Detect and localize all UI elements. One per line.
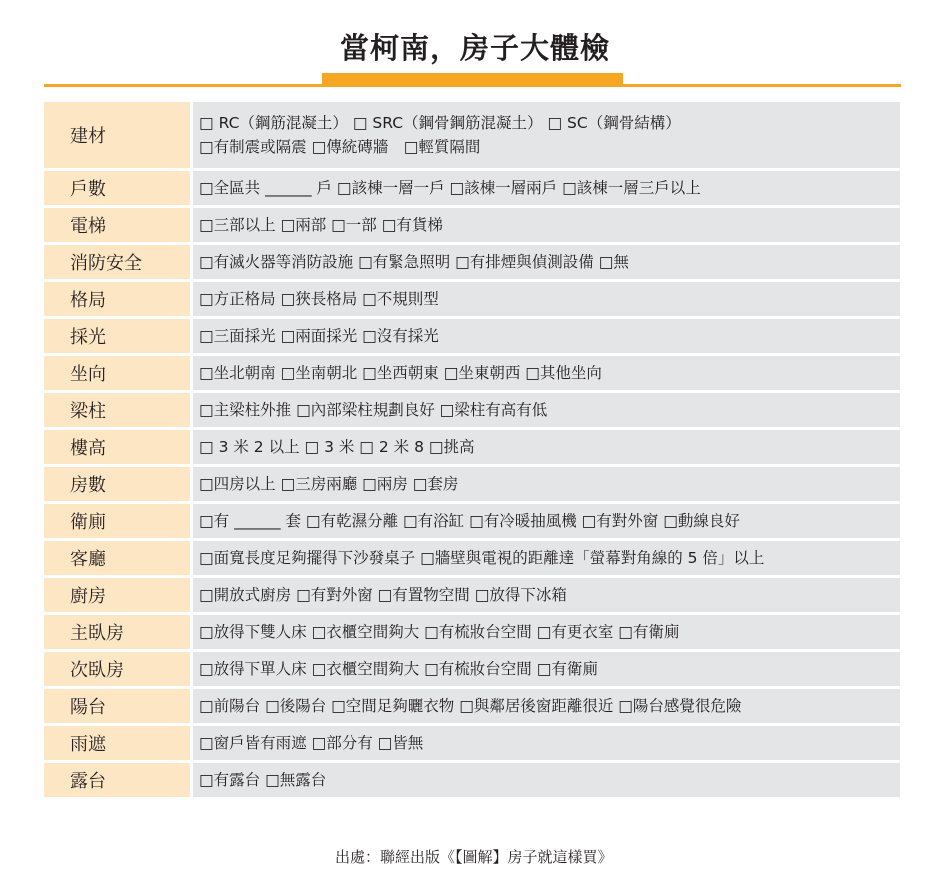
option-line: □放得下單人床 □衣櫃空間夠大 □有梳妝台空間 □有衛廁	[199, 660, 598, 678]
option-line: □主梁柱外推 □內部梁柱規劃良好 □梁柱有高有低	[199, 401, 548, 419]
row-label: 雨遮	[44, 726, 190, 760]
row-label: 電梯	[44, 208, 190, 242]
row-label: 格局	[44, 282, 190, 316]
row-label: 露台	[44, 763, 190, 797]
row-options	[193, 393, 900, 427]
option-line: □有露台 □無露台	[199, 771, 327, 789]
option-line: □面寬長度足夠擺得下沙發桌子 □牆壁與電視的距離達「螢幕對角線的 5 倍」以上	[199, 549, 765, 567]
row-label: 次臥房	[44, 652, 190, 686]
row-label: 廚房	[44, 578, 190, 612]
row-options	[193, 356, 900, 390]
checklist-table	[44, 102, 900, 800]
table-row	[44, 393, 900, 427]
option-line: □三部以上 □兩部 □一部 □有貨梯	[199, 216, 443, 234]
row-label: 客廳	[44, 541, 190, 575]
row-label: 主臥房	[44, 615, 190, 649]
table-row	[44, 763, 900, 797]
row-options	[193, 430, 900, 464]
table-row	[44, 615, 900, 649]
option-line: □方正格局 □狹長格局 □不規則型	[199, 290, 439, 308]
option-line: □放得下雙人床 □衣櫃空間夠大 □有梳妝台空間 □有更衣室 □有衛廁	[199, 623, 680, 641]
table-row	[44, 541, 900, 575]
row-options	[193, 726, 900, 760]
table-row	[44, 356, 900, 390]
row-options	[193, 245, 900, 279]
row-options	[193, 208, 900, 242]
option-line: □ RC（鋼筋混凝土） □ SRC（鋼骨鋼筋混凝土） □ SC（鋼骨結構）	[199, 114, 681, 132]
table-row	[44, 208, 900, 242]
row-label: 梁柱	[44, 393, 190, 427]
row-options	[193, 467, 900, 501]
option-line: □三面採光 □兩面採光 □沒有採光	[199, 327, 439, 345]
table-row	[44, 504, 900, 538]
row-label: 戶數	[44, 171, 190, 205]
row-options	[193, 652, 900, 686]
option-line: □窗戶皆有雨遮 □部分有 □皆無	[199, 734, 424, 752]
option-line: □四房以上 □三房兩廳 □兩房 □套房	[199, 475, 459, 493]
row-options	[193, 541, 900, 575]
table-row	[44, 245, 900, 279]
table-row	[44, 319, 900, 353]
table-row	[44, 467, 900, 501]
option-line: □有滅火器等消防設施 □有緊急照明 □有排煙與偵測設備 □無	[199, 253, 629, 271]
table-row	[44, 578, 900, 612]
row-options	[193, 578, 900, 612]
option-line: □開放式廚房 □有對外窗 □有置物空間 □放得下冰箱	[199, 586, 567, 604]
row-label: 樓高	[44, 430, 190, 464]
table-row	[44, 726, 900, 760]
table-row	[44, 102, 900, 168]
table-row	[44, 171, 900, 205]
row-options	[193, 615, 900, 649]
source-footer: 出處：聯經出版《【圖解】房子就這樣買》	[335, 848, 613, 866]
header-divider	[44, 84, 901, 87]
table-row	[44, 282, 900, 316]
row-label: 消防安全	[44, 245, 190, 279]
row-options	[193, 102, 900, 168]
option-line: □有制震或隔震 □傳統磚牆 □輕質隔間	[199, 138, 481, 156]
table-row	[44, 689, 900, 723]
row-options	[193, 763, 900, 797]
option-line: □前陽台 □後陽台 □空間足夠曬衣物 □與鄰居後窗距離很近 □陽台感覺很危險	[199, 697, 742, 715]
row-options	[193, 319, 900, 353]
option-line: □ 3 米 2 以上 □ 3 米 □ 2 米 8 □挑高	[199, 438, 475, 456]
row-options	[193, 171, 900, 205]
row-options	[193, 504, 900, 538]
row-options	[193, 282, 900, 316]
row-label: 衛廁	[44, 504, 190, 538]
table-row	[44, 430, 900, 464]
table-row	[44, 652, 900, 686]
option-line: □坐北朝南 □坐南朝北 □坐西朝東 □坐東朝西 □其他坐向	[199, 364, 602, 382]
row-options	[193, 689, 900, 723]
option-line: □有 ______ 套 □有乾濕分離 □有浴缸 □有冷暖抽風機 □有對外窗 □動線良好	[199, 512, 740, 530]
option-line: □全區共 ______ 戶 □該棟一層一戶 □該棟一層兩戶 □該棟一層三戶以上	[199, 179, 701, 197]
row-label: 房數	[44, 467, 190, 501]
row-label: 陽台	[44, 689, 190, 723]
page-title: 當柯南，房子大體檢	[339, 31, 610, 65]
row-label: 建材	[44, 102, 190, 168]
row-label: 坐向	[44, 356, 190, 390]
row-label: 採光	[44, 319, 190, 353]
